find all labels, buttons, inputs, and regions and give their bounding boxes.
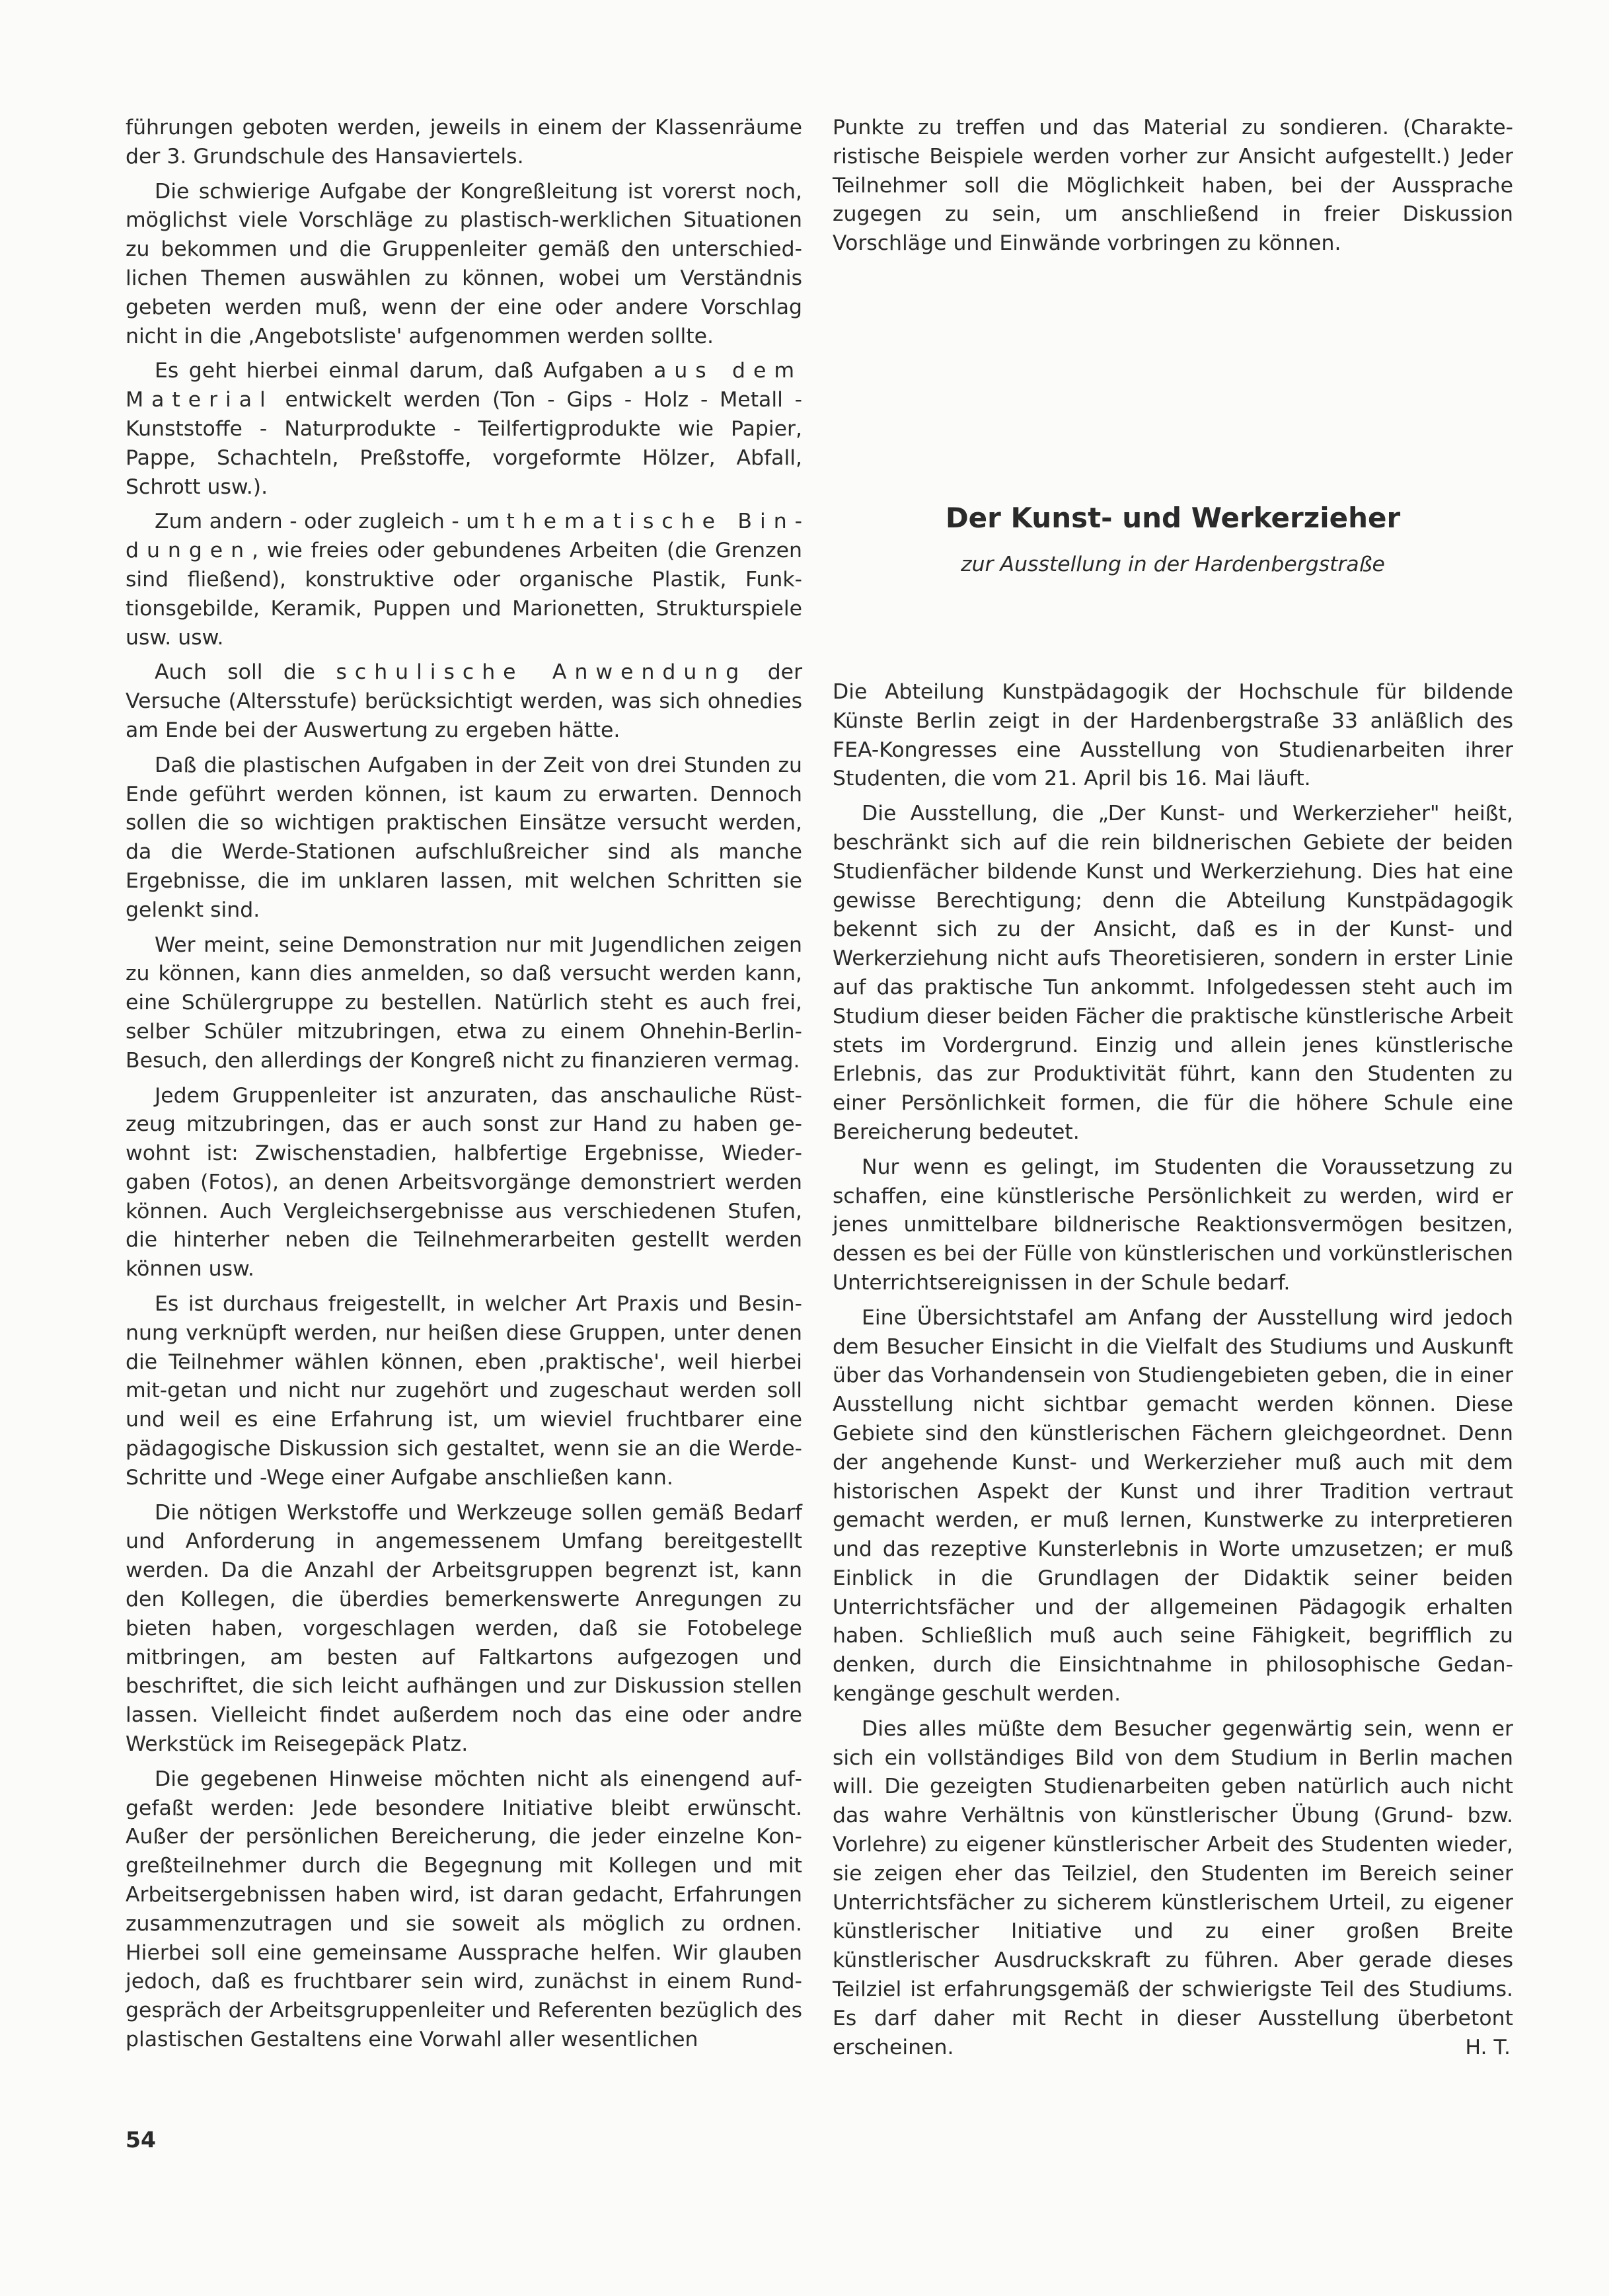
paragraph (833, 1715, 1513, 2063)
paragraph (126, 508, 802, 652)
paragraph-text: Zum andern - oder zugleich - um (155, 510, 500, 534)
paragraph (126, 357, 802, 502)
paragraph: führungen geboten werden, jeweils in einem der Klassenräume der 3. Grundschule des Hansaviertels. (126, 116, 802, 169)
paragraph-text: Auch soll die (155, 660, 316, 685)
paragraph: Die schwierige Aufgabe der Kongreßleitung ist vorerst noch, möglichst viele Vorschläge zu plastisch-werklichen Situationen zu bekommen und die Gruppenleiter gemäß den unterschiedlichen Themen auswählen zu können, wobei um Verständnis gebeten werden muß, wenn der eine oder andere Vorschlag nicht in die ‚Angebotsliste' aufgenommen werden sollte. (126, 179, 802, 348)
spaced-emphasis: aus dem Material (126, 359, 803, 412)
spaced-emphasis: thematische Bindungen (126, 510, 803, 563)
paragraph: Daß die plastischen Aufgaben in der Zeit von drei Stunden zu Ende geführt werden können, ist kaum zu erwarten. Dennoch sollen die so wichtigen praktischen Einsätze versucht werden, da die Werde-Stationen aufschlußreicher sind als manche Ergebnisse, die im unklaren lassen, mit welchen Schritten sie gelenkt sind. (126, 753, 802, 922)
author-signature: H. T. (1465, 2035, 1511, 2059)
paragraph: Punkte zu treffen und das Material zu sondieren. (Charakteristische Beispiele werden vorher zur Ansicht aufgestellt.) Jeder Teilnehmer soll die Möglichkeit haben, bei der Aussprache zugegen zu sein, um anschließend in freier Diskussion Vorschläge und Einwände vorbringen zu können. (833, 116, 1513, 256)
paragraph-text: entwickelt werden (Ton - Gips - Holz - Metall - Kunststoffe - Naturprodukte - Teilfertigprodukte wie Papier, Pappe, Schachteln, Preßstoffe, vorgeformte Hölzer, Abfall, Schrott usw.). (126, 388, 802, 499)
paragraph-text: Dies alles müßte dem Besucher gegenwärtig sein, wenn er sich ein vollständiges Bild von dem Studium in Berlin machen will. Die gezeigten Studienarbeiten geben natürlich auch nicht das wahre Verhältnis von künstlerischer Übung (Grund- bzw. Vorlehre) zu eigener künstlerischer Arbeit des Studenten wieder, sie zeigen eher das Teilziel, den Studenten im Bereich seiner Unterrichtsfächer zu sicherem künstlerischem Urteil, zu eigener künstlerischer Initiative und zu einer großen Breite künstlerischer Ausdruckskraft zu führen. Aber gerade dieses Teilziel ist erfahrungsgemäß der schwierigste Teil des Studiums. Es darf daher mit Recht in dieser Ausstellung überbetont erscheinen. (833, 1716, 1513, 2059)
paragraph: Wer meint, seine Demonstration nur mit Jugendlichen zeigen zu können, kann dies anmelden, so daß versucht werden kann, eine Schülergruppe zu bestellen. Natürlich steht es auch frei, selber Schüler mitzubringen, etwa zu einem Ohnehin-Berlin-Besuch, den allerdings der Kongreß nicht zu finanzieren vermag. (126, 933, 802, 1073)
paragraph-text: , wie freies oder gebundenes Arbeiten (die Grenzen sind fließend), konstruktive oder organische Plastik, Funktionsgebilde, Keramik, Puppen und Marionetten, Strukturspiele usw. usw. (126, 539, 802, 650)
article-heading: Der Kunst- und Werkerzieher (945, 501, 1401, 534)
paragraph: Eine Übersichtstafel am Anfang der Ausstellung wird jedoch dem Besucher Einsicht in die Vielfalt des Studiums und Auskunft über das Vorhandensein von Studiengebieten geben, die in einer Ausstellung nicht sichtbar gemacht werden können. Diese Gebiete sind den künstlerischen Fächern gleichgeordnet. Denn der angehende Kunst- und Werkerzieher muß auch mit dem historischen Aspekt der Kunst und ihrer Tradition vertraut gemacht werden, er muß lernen, Kunstwerke zu interpretieren und das rezeptive Kunsterlebnis in Worte umzusetzen; er muß Einblick in die Grundlagen der Didaktik seiner beiden Unterrichtsfächer und der allgemeinen Pädagogik erhalten haben. Schließlich muß auch seine Fähigkeit, begrifflich zu denken, durch die Einsichtnahme in philosophische Gedankengänge geschult werden. (833, 1305, 1513, 1706)
right-column (833, 114, 1513, 2068)
paragraph: Die gegebenen Hinweise möchten nicht als einengend aufgefaßt werden: Jede besondere Initiative bleibt erwünscht. Außer der persönlichen Bereicherung, die jeder einzelne Kongreßteilnehmer durch die Begegnung mit Kollegen und mit Arbeitsergebnissen haben wird, ist daran gedacht, Erfahrungen zusammenzutragen und sie soweit als möglich zu ordnen. Hierbei soll eine gemeinsame Aussprache helfen. Wir glauben jedoch, daß es fruchtbarer sein wird, zunächst in einem Rundgespräch der Arbeitsgruppenleiter und Referenten bezüglich des plastischen Gestaltens eine Vorwahl aller wesentlichen (126, 1767, 802, 2051)
paragraph-text: der Versuche (Altersstufe) berücksichtigt werden, was sich ohnedies am Ende bei der Auswertung zu ergeben hätte. (126, 660, 803, 742)
article-subheading: zur Ausstellung in der Hardenbergstraße (961, 552, 1385, 576)
spaced-emphasis: schulische Anwendung (336, 660, 747, 685)
paragraph-text: Es geht hierbei einmal darum, daß Aufgaben (155, 359, 644, 383)
paragraph: Es ist durchaus freigestellt, in welcher Art Praxis und Besinnung verknüpft werden, nur heißen diese Gruppen, unter denen die Teilnehmer wählen können, eben ‚praktische', weil hierbei mit-getan und nicht nur zugehört und zugeschaut werden soll und weil es eine Erfahrung ist, um wieviel fruchtbarer eine pädagogische Diskussion sich gestaltet, wenn sie an die Werde-Schritte und -Wege einer Aufgabe anschließen kann. (126, 1292, 802, 1490)
paragraph: Die nötigen Werkstoffe und Werkzeuge sollen gemäß Bedarf und Anforderung in angemessenem Umfang bereitgestellt werden. Da die Anzahl der Arbeitsgruppen begrenzt ist, kann den Kollegen, die überdies bemerkenswerte Anregungen zu bieten haben, vorgeschlagen werden, daß sie Fotobelege mitbringen, am besten auf Faltkartons aufgezogen und beschriftet, die sich leicht aufhängen und zur Diskussion stellen lassen. Vielleicht findet außerdem noch das eine oder andre Werkstück im Reisegepäck Platz. (126, 1500, 802, 1757)
page-number: 54 (126, 2127, 156, 2153)
paragraph: Nur wenn es gelingt, im Studenten die Voraussetzung zu schaffen, eine künstlerische Persönlichkeit zu werden, wird er jenes unmittelbare bildnerische Reaktionsvermögen besitzen, dessen es bei der Fülle von künstlerischen und vorkünstlerischen Unterrichtsereignissen in der Schule bedarf. (833, 1155, 1513, 1295)
paragraph: Jedem Gruppenleiter ist anzuraten, das anschauliche Rüstzeug mitzubringen, das er auch sonst zur Hand zu haben gewohnt ist: Zwischenstadien, halbfertige Ergebnisse, Wiedergaben (Fotos), an denen Arbeitsvorgänge demonstriert werden können. Auch Vergleichsergebnisse aus verschiedenen Stufen, die hinterher neben die Teilnehmerarbeiten gestellt werden können usw. (126, 1083, 802, 1282)
left-column (126, 114, 802, 2061)
paragraph: Die Abteilung Kunstpädagogik der Hochschule für bildende Künste Berlin zeigt in der Hardenbergstraße 33 anläßlich des FEA-Kongresses eine Ausstellung von Studienarbeiten ihrer Studenten, die vom 21. April bis 16. Mai läuft. (833, 679, 1513, 791)
paragraph: Die Ausstellung, die „Der Kunst- und Werkerzieher" heißt, beschränkt sich auf die rein bildnerischen Gebiete der beiden Studienfächer bildende Kunst und Werkerziehung. Dies hat eine gewisse Berechtigung; denn die Abteilung Kunstpädagogik bekennt sich zu der Ansicht, daß es in der Kunst- und Werkerziehung nicht aufs Theoretisieren, sondern in erster Linie auf das praktische Tun ankommt. Infolgedessen steht auch im Studium dieser beiden Fächer die praktische künstlerische Arbeit stets im Vordergrund. Einzig und allein jenes künstlerische Erlebnis, das zur Produktivität führt, kann den Studenten zu einer Persönlichkeit formen, die für die höhere Schule eine Bereicherung bedeutet. (833, 802, 1513, 1144)
paragraph (126, 658, 802, 745)
